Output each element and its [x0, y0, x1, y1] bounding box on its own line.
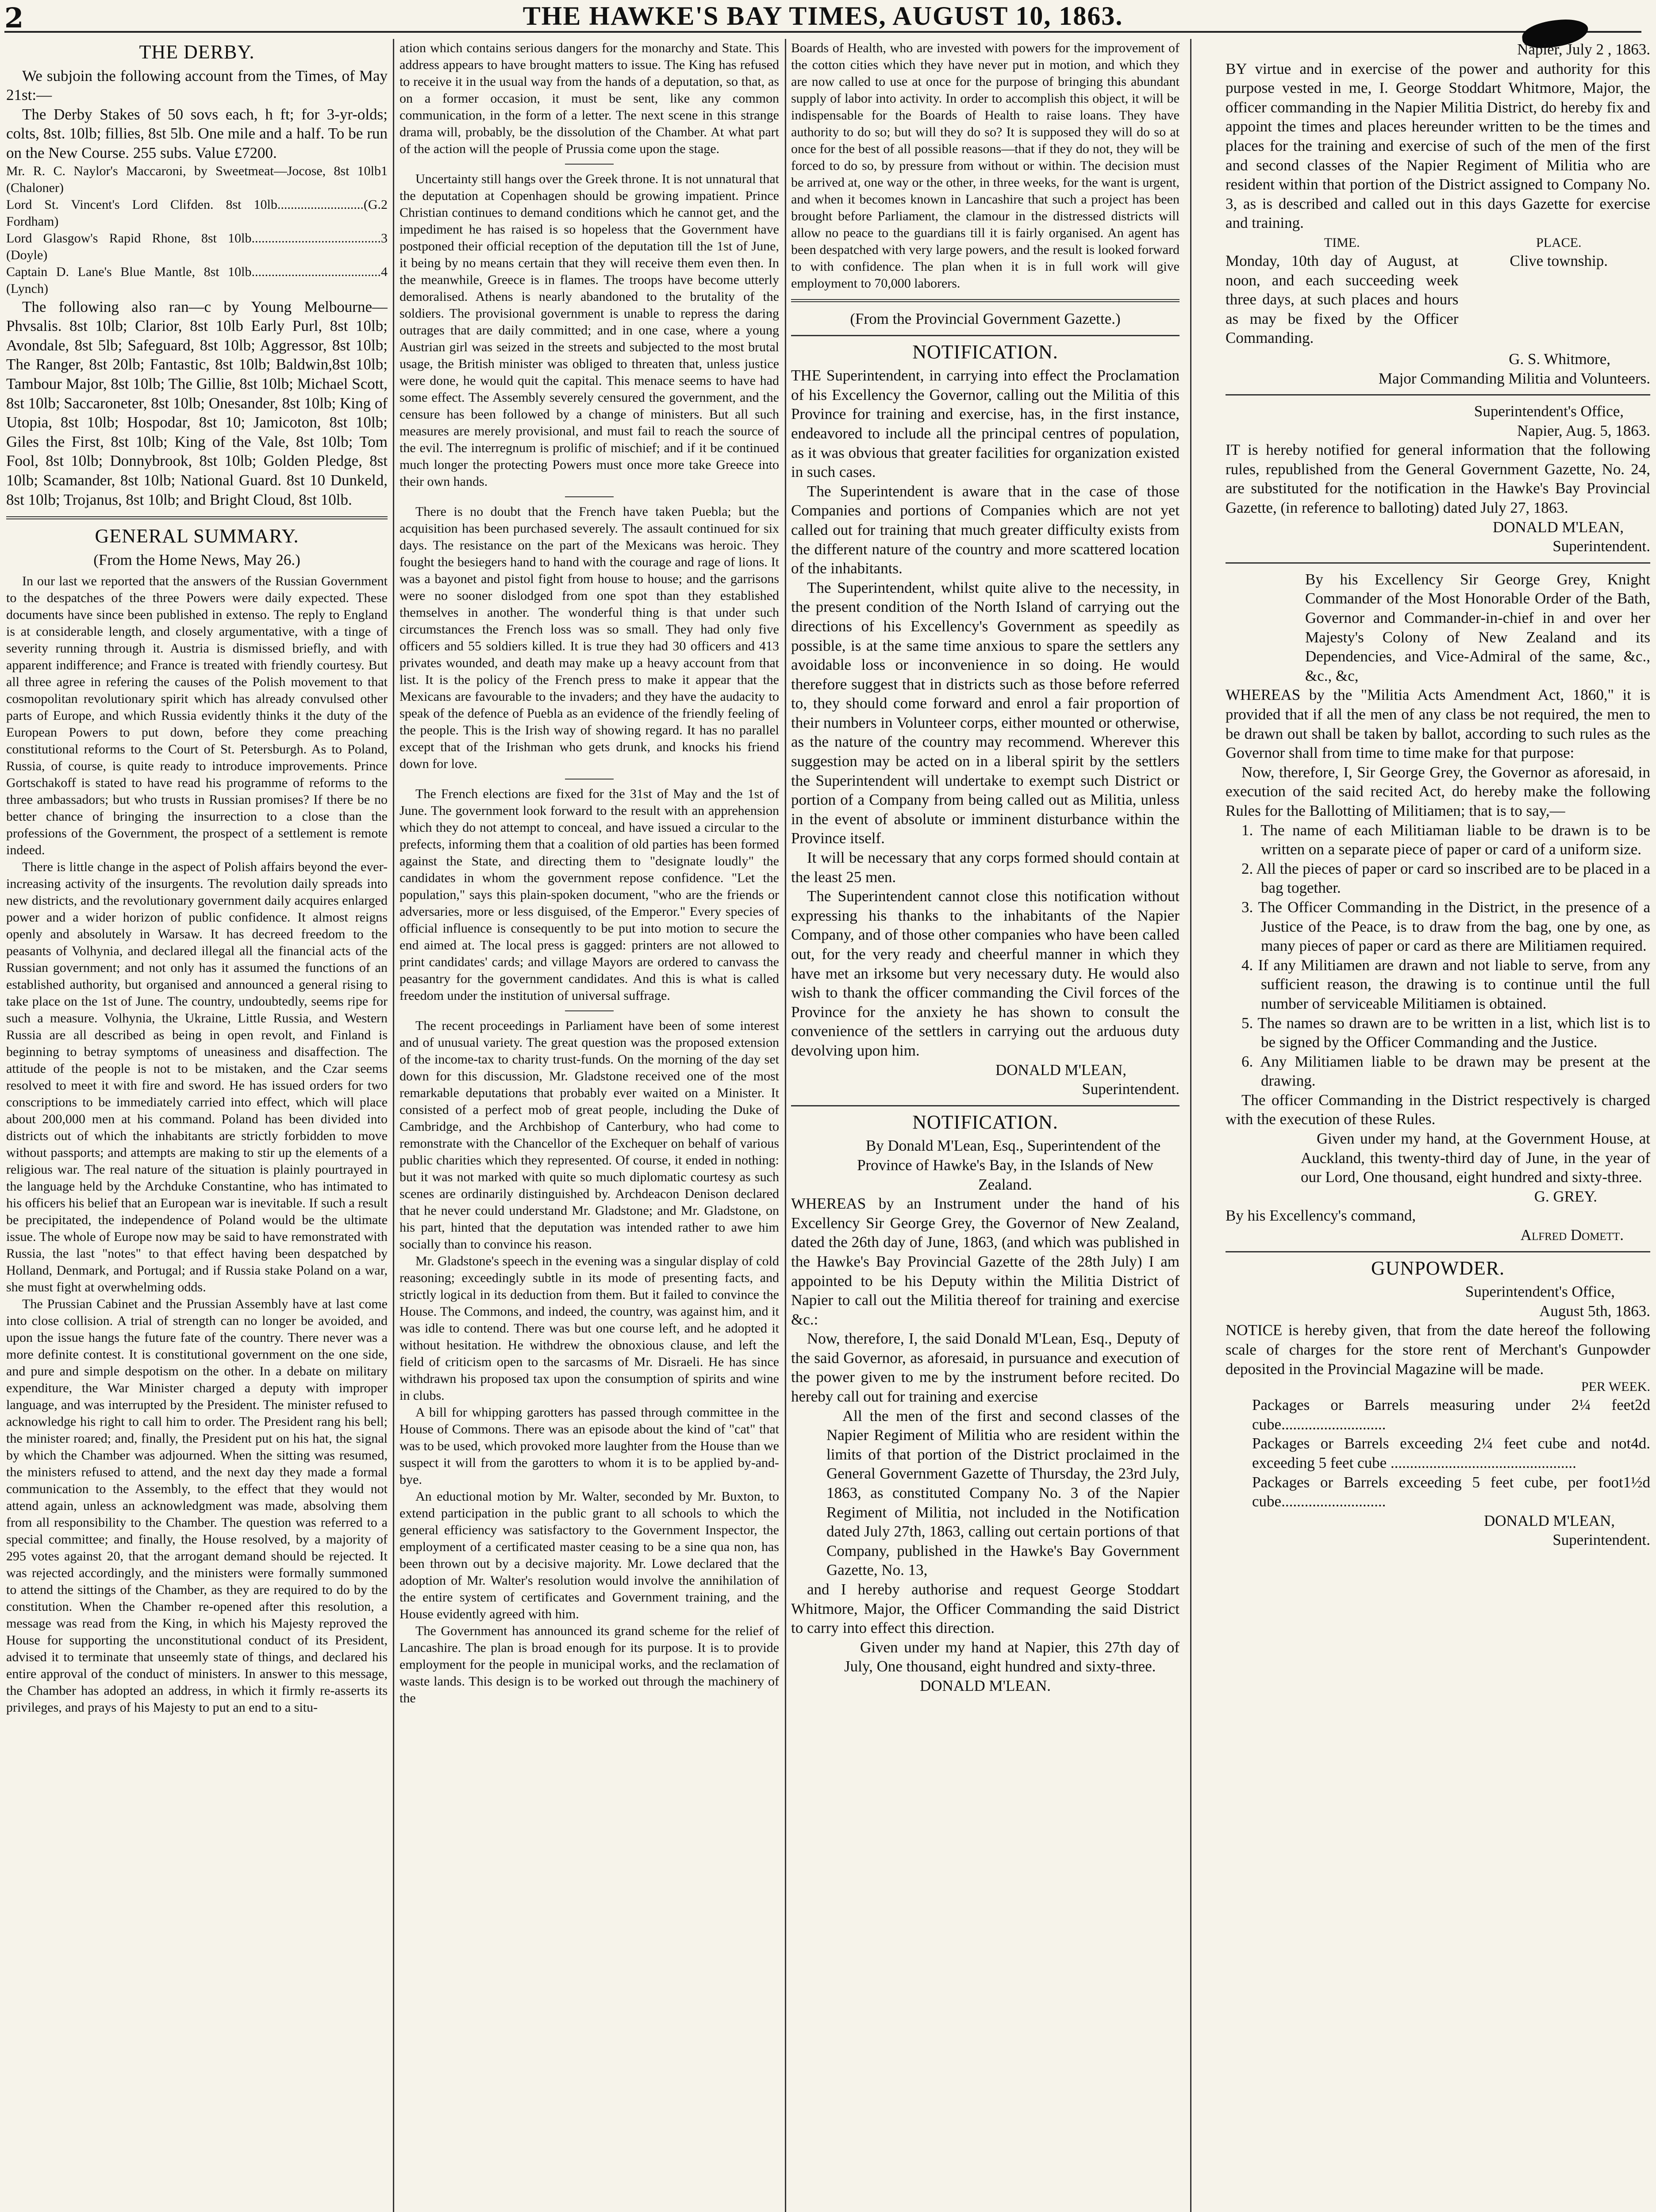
divider: [791, 1105, 1180, 1106]
divider: [565, 496, 614, 497]
command-line: By his Excellency's command,: [1226, 1207, 1416, 1225]
placing-row: Lord Glasgow's Rapid Rhone, 8st 10lb.......................................(Doyle) 3: [6, 230, 388, 262]
divider: [565, 1010, 614, 1011]
charge-row: Packages or Barrels measuring under 2¼ feet cube........................... 2d: [1252, 1396, 1650, 1433]
signature-title: Superintendent.: [1552, 538, 1650, 555]
column-2: [400, 40, 779, 2212]
signature-title: Superintendent.: [1082, 1080, 1180, 1098]
divider: [1226, 562, 1650, 564]
placing-row: Captain D. Lane's Blue Mantle, 8st 10lb.......................................(Lynch) 4: [6, 264, 388, 296]
placing-row: Lord St. Vincent's Lord Clifden. 8st 10lb..........................(G. Fordham) 2: [6, 197, 388, 229]
signature-name: G. GREY.: [1534, 1187, 1597, 1205]
masthead: [4, 0, 1641, 33]
proclamation-preamble: By his Excellency Sir George Grey, Knight Commander of the Most Honorable Order of the Bath, Governor and Commander-in-chief in and over her Majesty's Colony of New Zealand and its Dependencies, and Vice-Admiral of the same, &c., &c., &c,: [1305, 570, 1650, 684]
notification-paragraph: The Superintendent is aware that in the case of those Companies and portions of Companies which are not yet called out for training that much greater difficulty exists from the different nature of the country and more scattered location of the inhabitants.: [791, 482, 1180, 577]
section-divider: [791, 299, 1180, 302]
place-text: Clive township.: [1510, 252, 1608, 269]
page-number: 2: [4, 2, 24, 34]
per-week-label: PER WEEK.: [1581, 1379, 1650, 1394]
summary-heading: GENERAL SUMMARY.: [95, 525, 299, 547]
place-cell: [1458, 234, 1650, 348]
signature-name: DONALD M'LEAN,: [995, 1061, 1126, 1079]
signature-name: DONALD M'LEAN,: [1484, 1512, 1615, 1529]
article-paragraph: A bill for whipping garotters has passed through committee in the House of Commons. There was an episode about the kind of "cat" that was to be used, which provoked more laughter from the House than we suspect it will from the garotters to whom it is to be applied by-and-bye.: [400, 1405, 779, 1487]
article-paragraph: An eductional motion by Mr. Walter, seconded by Mr. Buxton, to extend participation in the public grant to all schools to which the general efficiency was satisfactory to the Government Inspector, the employment of a certificated master ceasing to be a sine qua non, has been thrown out by a decisive majority. Mr. Lowe declared that the adoption of Mr. Walter's resolution would involve the annihilation of the entire system of certificates and Government training, and the House evidently agreed with him.: [400, 1489, 779, 1621]
divider: [1226, 1251, 1650, 1252]
notification-paragraph: WHEREAS by an Instrument under the hand of his Excellency Sir George Grey, the Governor of New Zealand, dated the 26th day of June, 1863, (and which was published in the Hawke's Bay Provincial Gazette of the 28th July) I am appointed to be his Deputy within the Militia District of Napier to call out the Militia thereof for training and exercise &c.:: [791, 1195, 1180, 1328]
gunpowder-heading: GUNPOWDER.: [1371, 1257, 1505, 1279]
time-text: Monday, 10th day of August, at noon, and each succeeding week three days, at such places and hours as may be fixed by the Officer Commanding.: [1226, 252, 1459, 347]
proclamation-paragraph: The officer Commanding in the District respectively is charged with the execution of these Rules.: [1226, 1091, 1650, 1128]
article-paragraph: Boards of Health, who are invested with powers for the improvement of the cotton cities which they have never put in motion, and which they are now called to use at once for the purpose of bringing this abundant supply of labor into activity. In order to accomplish this object, it will be indispensable for the Boards of Health to raise loans. They have authority to do so; but will they do so? It is supposed they will do so at once for the best of all possible reasons—that if they do not, they will be forced to do so, by pressure from without or within. The decision must be arrived at, one way or the other, in three weeks, for the want is urgent, and when it becomes known in Lancashire that such a project has been brought before Parliament, the clamour in the distressed districts will allow no peace to the guardians till it is fairly organised. An agent has been despatched with very large powers, and the result is looked forward to with confidence. The plan when it is in full work will give employment to 70,000 laborers.: [791, 41, 1180, 291]
notification-heading: NOTIFICATION.: [912, 1111, 1058, 1133]
derby-placings: [6, 163, 388, 297]
divider: [565, 779, 614, 780]
notice-date: Napier, July 2 , 1863.: [1517, 41, 1650, 58]
column-rule: [393, 39, 394, 2212]
notification-paragraph: and I hereby authorise and request George Stoddart Whitmore, Major, the Officer Commanding the said District to carry into effect this direction.: [791, 1581, 1180, 1637]
notice-paragraph: BY virtue and in exercise of the power and authority for this purpose vested in me, I. George Stoddart Whitmore, Major, the officer commanding in the Napier Militia District, do hereby fix and appoint the times and places hereunder written to be the times and places for the training and exercise of such of the men of the first and second classes of the Napier Regiment of Militia who are resident within that portion of the District assigned to Company No. 3, as is described and called out in this days Gazette for exercise and training.: [1226, 60, 1650, 232]
office-line: Superintendent's Office,: [1474, 403, 1624, 420]
rule-item: 6. Any Militiamen liable to be drawn may be present at the drawing.: [1241, 1052, 1650, 1090]
charge-row: Packages or Barrels exceeding 5 feet cube, per foot cube........................... 1½d: [1252, 1473, 1650, 1510]
derby-also-ran: The following also ran—c by Young Melbourne—Phvsalis. 8st 10lb; Clarior, 8st 10lb Early Purl, 8st 10lb; Avondale, 8st 5lb; Safeguard, 8st 10lb; Aggressor, 8st 10lb; The Ranger, 8st 20lb; Fantastic, 8st 10lb; Baldwin,8st 10lb; Tambour Major, 8st 10lb; The Gillie, 8st 10lb; Michael Scott, 8st 10lb; Saccaroneter, 8st 10lb; Onesander, 8st 10lb; King of Utopia, 8st 10lb; Hospodar, 8st 10; Jamicoton, 8st 10lb; Giles the First, 8st 10lb; King of the Vale, 8st 10lb; Tom Fool, 8st 10lb; Donnybrook, 8st 10lb; Golden Pledge, 8st 10lb; Scamander, 8st 10lb; National Guard. 8st 10 Dunkeld, 8st 10lb; Trojanus, 8st 10lb; and Bright Cloud, 8st 10lb.: [6, 298, 388, 508]
summary-paragraph: In our last we reported that the answers of the Russian Government to the despatches of the three Powers were daily expected. These documents have since been published in extenso. The reply to England is at considerable length, and closely argumentative, with a tinge of severity running through it. Austria is dismissed briefly, and with apparent indifference; and France is treated with friendly courtesy. But all three agree in refering the causes of the Polish movement to that cosmopolitan revolutionary spirit which has already convulsed other parts of Europe, and which Russia evidently thinks it the duty of the European Powers to put down, before they come preaching constitutional reforms to the Court of St. Petersburgh. As to Poland, Russia, of course, is quite ready to introduce improvements. Prince Gortschakoff is stated to have read his programme of reforms to the three ambassadors; but who trusts in Russian promises? If there be no better chance of bringing the insurrection to a close than the professions of the Government, the prospect of a settlement is remote indeed.: [6, 574, 388, 858]
section-divider: [6, 516, 388, 519]
signature-name: G. S. Whitmore,: [1509, 350, 1610, 368]
signature-title: Superintendent.: [1552, 1531, 1650, 1549]
article-paragraph: Mr. Gladstone's speech in the evening was a singular display of cold reasoning; exceedingly subtle in its mode of presenting facts, and strictly logical in its deduction from them. But it failed to convince the House. The Commons, and indeed, the country, was against him, and it was idle to contend. There was but one course left, and he adopted it without hesitation. He withdrew the obnoxious clause, and left the field of criticism open to the sarcasms of Mr. Disraeli. He has since withdrawn his proposed tax upon the consumption of spirits and wine in clubs.: [400, 1254, 779, 1403]
gunpowder-paragraph: NOTICE is hereby given, that from the date hereof the following scale of charges for the store rent of Merchant's Gunpowder deposited in the Provincial Magazine will be made.: [1226, 1321, 1650, 1378]
divider: [791, 335, 1180, 336]
proclamation-paragraph: Now, therefore, I, Sir George Grey, the Governor as aforesaid, in execution of the said recited Act, do hereby make the following Rules for the Ballotting of Militiamen; that is to say,—: [1226, 763, 1650, 819]
time-place-table: [1226, 234, 1650, 348]
notification-paragraph: It will be necessary that any corps formed should contain at the least 25 men.: [791, 849, 1180, 886]
rule-item: 5. The names so drawn are to be written in a list, which list is to be signed by the Officer Commanding and the Justice.: [1241, 1014, 1650, 1051]
rule-item: 1. The name of each Militiaman liable to be drawn is to be written on a separate piece of paper or card of a uniform size.: [1241, 821, 1650, 858]
derby-intro: We subjoin the following account from the Times, of May 21st:—: [6, 67, 388, 104]
signature-name: Alfred Domett.: [1520, 1226, 1624, 1244]
notification-paragraph: All the men of the first and second classes of the Napier Regiment of Militia who are resident within the limits of that portion of the District proclaimed in the General Government Gazette of Thursday, the 23rd July, 1863, as constituted Company No. 3 of the Napier Regiment of Militia, not included in the Notification dated July 27th, 1863, calling out certain portions of that Company, published in the Hawke's Bay Government Gazette, No. 13,: [826, 1407, 1180, 1579]
notification-paragraph: The Superintendent cannot close this notification without expressing his thanks to the inhabitants of the Napier Company, and of those other companies who have been called out, for the very ready and cheerful manner in which they have met an irksome but very necessary duty. He would also wish to thank the officer commanding the Civil forces of the Province for the anxiety he has shown to consult the convenience of the settlers in carrying out the arduous duty devolving upon him.: [791, 887, 1180, 1059]
derby-heading: THE DERBY.: [139, 41, 255, 63]
article-paragraph: There is no doubt that the French have taken Puebla; but the acquisition has been purchased severely. The assault continued for six days. The resistance on the part of the Mexicans was heroic. They fought the besiegers hand to hand with the courage and rage of lions. It was a bayonet and pistol fight from house to house; and the garrisons were no sooner dislodged from one spot than they established themselves in another. The wonderful thing is that under such circumstances the French loss was so small. They had only five officers and 55 soldiers killed. It is true they had 30 officers and 413 privates wounded, and death may make up a heavy account from that list. It is the policy of the French press to make it appear that the Mexicans are favourable to the invaders; and they have the audacity to speak of the defence of Puebla as an evidence of the friendly feeling of the people. This is the Irish way of showing regard. It has no parallel except that of the Irishman who gets drunk, and knocks his friend down for love.: [400, 504, 779, 771]
column-rule: [1190, 39, 1191, 2212]
column-rule: [785, 39, 786, 2212]
article-paragraph: The Government has announced its grand scheme for the relief of Lancashire. The plan is broad enough for its purpose. It is to provide employment for the people in municipal works, and the reclamation of waste lands. This design is to be worked out through the machinery of the: [400, 1624, 779, 1705]
masthead-title: THE HAWKE'S BAY TIMES, AUGUST 10, 1863.: [523, 1, 1123, 31]
proclamation-given: Given under my hand, at the Government House, at Auckland, this twenty-third day of June, in the year of our Lord, One thousand, eight hundred and sixty-three.: [1301, 1130, 1650, 1186]
rule-item: 4. If any Militiamen are drawn and not liable to serve, from any sufficient reason, the drawing is to continue until the full number of serviceable Militiamen is obtained.: [1241, 956, 1650, 1012]
divider: [565, 164, 614, 165]
rule-item: 2. All the pieces of paper or card so inscribed are to be placed in a bag together.: [1241, 860, 1650, 897]
notice-paragraph: IT is hereby notified for general information that the following rules, republished from the General Government Gazette, No. 24, are substituted for the notification in the Hawke's Bay Provincial Gazette, (in reference to balloting) dated July 27, 1863.: [1226, 441, 1650, 517]
gazette-source: (From the Provincial Government Gazette.): [850, 310, 1121, 327]
signature-title: Major Commanding Militia and Volunteers.: [1378, 369, 1650, 387]
column-3: [791, 40, 1180, 2212]
divider: [1226, 394, 1650, 396]
signature-name: DONALD M'LEAN.: [920, 1677, 1051, 1694]
place-label: PLACE.: [1536, 235, 1582, 250]
summary-source: (From the Home News, May 26.): [93, 551, 300, 568]
rule-item: 3. The Officer Commanding in the District, in the presence of a Justice of the Peace, is to draw from the bag, one by one, as many pieces of paper or card as there are Militiamen required.: [1241, 898, 1650, 955]
signature-name: DONALD M'LEAN,: [1493, 518, 1624, 536]
time-cell: [1226, 234, 1458, 348]
notification-given: Given under my hand at Napier, this 27th day of July, One thousand, eight hundred and sixty-three.: [844, 1638, 1180, 1675]
summary-paragraph: There is little change in the aspect of Polish affairs beyond the ever-increasing activity of the insurgents. The revolution daily spreads into new districts, and the revolutionary government daily acquires enlarged power and a wider horizon of public confidence. It almost reigns openly and absolutely in Warsaw. It has decreed freedom to the peasants of Volhynia, and declared illegal all the financial acts of the Russian government; and not only has it assumed the functions of an established authority, but organised and announced a general rising to take place on the 1st of June. The country, undoubtedly, seems ripe for such a measure. Volhynia, the Ukraine, Little Russia, and Western Russia are all described as being in open revolt, and Finland is beginning to betray symptoms of uneasiness and disaffection. The attitude of the people is not to be mistaken, and the Czar seems resolved to meet it with fire and sword. He has issued orders for two conscriptions to be immediately carried into effect, which will place about 200,000 men at his command. Poland has been divided into districts out of which the inhabitants are strictly forbidden to move without passports; and attempts are making to stir up the elements of a religious war. The real nature of the situation is plainly pourtrayed in the language held by the Archduke Constantine, who has intimated to his officers his belief that an European war is inevitable. If such a result be precipitated, the independence of Poland would be the ultimate issue. The whole of Europe now may be said to have remonstrated with Russia, the last "notes" to that effect having been despatched by Holland, Denmark, and Portugal; and if Russia stake Poland on a war, she must fight at overwhelming odds.: [6, 860, 388, 1295]
office-line: Napier, Aug. 5, 1863.: [1517, 422, 1650, 439]
column-1: [6, 40, 388, 2212]
charge-row: Packages or Barrels exceeding 2¼ feet cube and not exceeding 5 feet cube ................................................ 4d.: [1252, 1435, 1650, 1471]
notification-heading: NOTIFICATION.: [912, 341, 1058, 363]
column-4: [1226, 40, 1650, 2212]
notification-paragraph: Now, therefore, I, the said Donald M'Lean, Esq., Deputy of the said Governor, as aforesaid, in pursuance and execution of the power given to me by the instrument before recited. Do hereby call out for training and exercise: [791, 1330, 1180, 1406]
derby-stakes: The Derby Stakes of 50 sovs each, h ft; for 3-yr-olds; colts, 8st. 10lb; fillies, 8st 5lb. One mile and a half. To be run on the New Course. 255 subs. Value £7200.: [6, 105, 388, 161]
office-line: Superintendent's Office,: [1465, 1283, 1615, 1301]
summary-paragraph: The Prussian Cabinet and the Prussian Assembly have at last come into close collision. A trial of strength can no longer be avoided, and upon the issue hangs the future fate of the country. There never was a more definite contest. It is constitutional government on the one side, and pure and simple despotism on the other. In a debate on military expenditure, the War Minister charged a deputy with improper language, and was interrupted by the President. The minister refused to acknowledge his right to call him to order. The President rang his bell; the minister roared; and, finally, the President put on his hat, the signal by which the Chamber was adjourned. When the sitting was resumed, the ministers refused to attend, and the next day they made a formal communication to the Assembly, to the effect that they would not attend again, unless an acknowledgment was made, absolving them from all responsibility to the Chamber. The question was referred to a special committee; and finally, the House resolved, by a majority of 295 votes against 20, that the arrogant demand should be rejected. It was rejected accordingly, and the ministers were formally summoned to attend the sittings of the Chamber, as they are required to do by the constitution. When the Chamber re-opened after this resolution, a message was read from the King, in which his Majesty reproved the House for supporting the unconstitutional conduct of its President, advised it to terminate that unseemly state of things, and declared his entire approval of the conduct of ministers. In answer to this message, the Chamber has adopted an address, in which it firmly re-asserts its privileges, and prays of his Majesty to put an end to a situ-: [6, 1297, 388, 1715]
article-paragraph: The recent proceedings in Parliament have been of some interest and of unusual variety. The great question was the proposed extension of the income-tax to charity trust-funds. On the morning of the day set down for this discussion, Mr. Gladstone received one of the most remarkable deputations that probably ever waited on a Minister. It consisted of a perfect mob of great people, including the Duke of Cambridge, and the Archbishop of Canterbury, who had come to remonstrate with the Chancellor of the Exchequer on behalf of various public charities which they represented. Of course, it ended in nothing: but it was not marked with quite so much diplomatic courtesy as such scenes are ordinarily distinguished by. Archdeacon Denison declared that he never could understand Mr. Gladstone; and Mr. Gladstone, on his part, hinted that the deputation was intended rather to awe him socially than to convince his reason.: [400, 1018, 779, 1252]
article-paragraph: ation which contains serious dangers for the monarchy and State. This address appears to have brought matters to issue. The King has refused to receive it in the usual way from the hands of a deputation, so that, as on a former occasion, it must be sent, like any common communication, in the form of a letter. The next scene in this strange drama will, probably, be the dissolution of the Chamber. At what part of the action will the people of Prussia come upon the stage.: [400, 41, 779, 156]
article-paragraph: The French elections are fixed for the 31st of May and the 1st of June. The government look forward to the result with an apprehension which they do not attempt to conceal, and have issued a circular to the prefects, informing them that a coalition of old parties has been formed against the State, and directing them to "designate loudly" the candidates in whom the government repose confidence. "Let the population," says this plain-spoken document, "who are the friends or adversaries, more or less disguised, of the Emperor." Every species of official influence is consequently to be put into motion to secure the end aimed at. The local press is gagged: printers are not allowed to print candidates' cards; and village Mayors are ordered to canvass the peasantry for the government candidates. And this is what is called freedom under the institution of universal suffrage.: [400, 787, 779, 1003]
office-line: August 5th, 1863.: [1539, 1302, 1650, 1320]
time-label: TIME.: [1324, 235, 1360, 250]
notification-paragraph: THE Superintendent, in carrying into effect the Proclamation of his Excellency the Governor, calling out the Militia of this Province for training and exercise, has, in the first instance, endeavored to include all the principal centres of population, as it was obvious that greater facilities for organization existed in such cases.: [791, 367, 1180, 481]
proclamation-paragraph: WHEREAS by the "Militia Acts Amendment Act, 1860," it is provided that if all the men of any class be not required, the men to be drawn out shall be taken by ballot, according to such rules as the Governor shall from time to time make for that purpose:: [1226, 686, 1650, 762]
notification-preamble: By Donald M'Lean, Esq., Superintendent of the Province of Hawke's Bay, in the Islands of New Zealand.: [857, 1137, 1161, 1193]
article-paragraph: Uncertainty still hangs over the Greek throne. It is not unnatural that the deputation at Copenhagen should be growing impatient. Prince Christian continues to demand conditions which he cannot get, and the impediment he has raised is so hopeless that the Government have postponed their official reception of the deputation till the 1st of June, it being by no means certain that they will receive them even then. In the meanwhile, Greece is in flames. The troops have become utterly demoralised. Athens is nearly abandoned to the brutality of the soldiers. The provisional government is unable to repress the daring outrages that are daily committed; and in one case, where a young Austrian girl was seized in the streets and subjected to the most brutal usage, the British minister was obliged to threaten that, unless justice were done, he would quit the capital. This menace seems to have had some effect. The Assembly severely censured the government, and the censure has been followed by a change of ministers. But all such measures are merely provisional, and must fail to reach the source of the evil. The interregnum is prolific of mischief; and if it be continued much longer the protecting Powers must once more take Greece into their own hands.: [400, 172, 779, 489]
placing-row: Mr. R. C. Naylor's Maccaroni, by Sweetmeat—Jocose, 8st 10lb (Chaloner) 1: [6, 163, 388, 195]
notification-paragraph: The Superintendent, whilst quite alive to the necessity, in the present condition of the North Island of carrying out the directions of his Excellency's Government as speedily as possible, is at the same time anxious to spare the settlers any avoidable loss or inconvenience in so doing. He would therefore suggest that in districts such as those before referred to, they should come forward and enrol a fair proportion of their numbers in Volunteer corps, either mounted or otherwise, as the nature of the country may recommend. Wherever this suggestion may be acted on in a liberal spirit by the settlers the Superintendent will undertake to exempt such District or portion of a Company from being called out as Militia, unless in the event of absolute or imminent disturbance within the Province itself.: [791, 579, 1180, 847]
